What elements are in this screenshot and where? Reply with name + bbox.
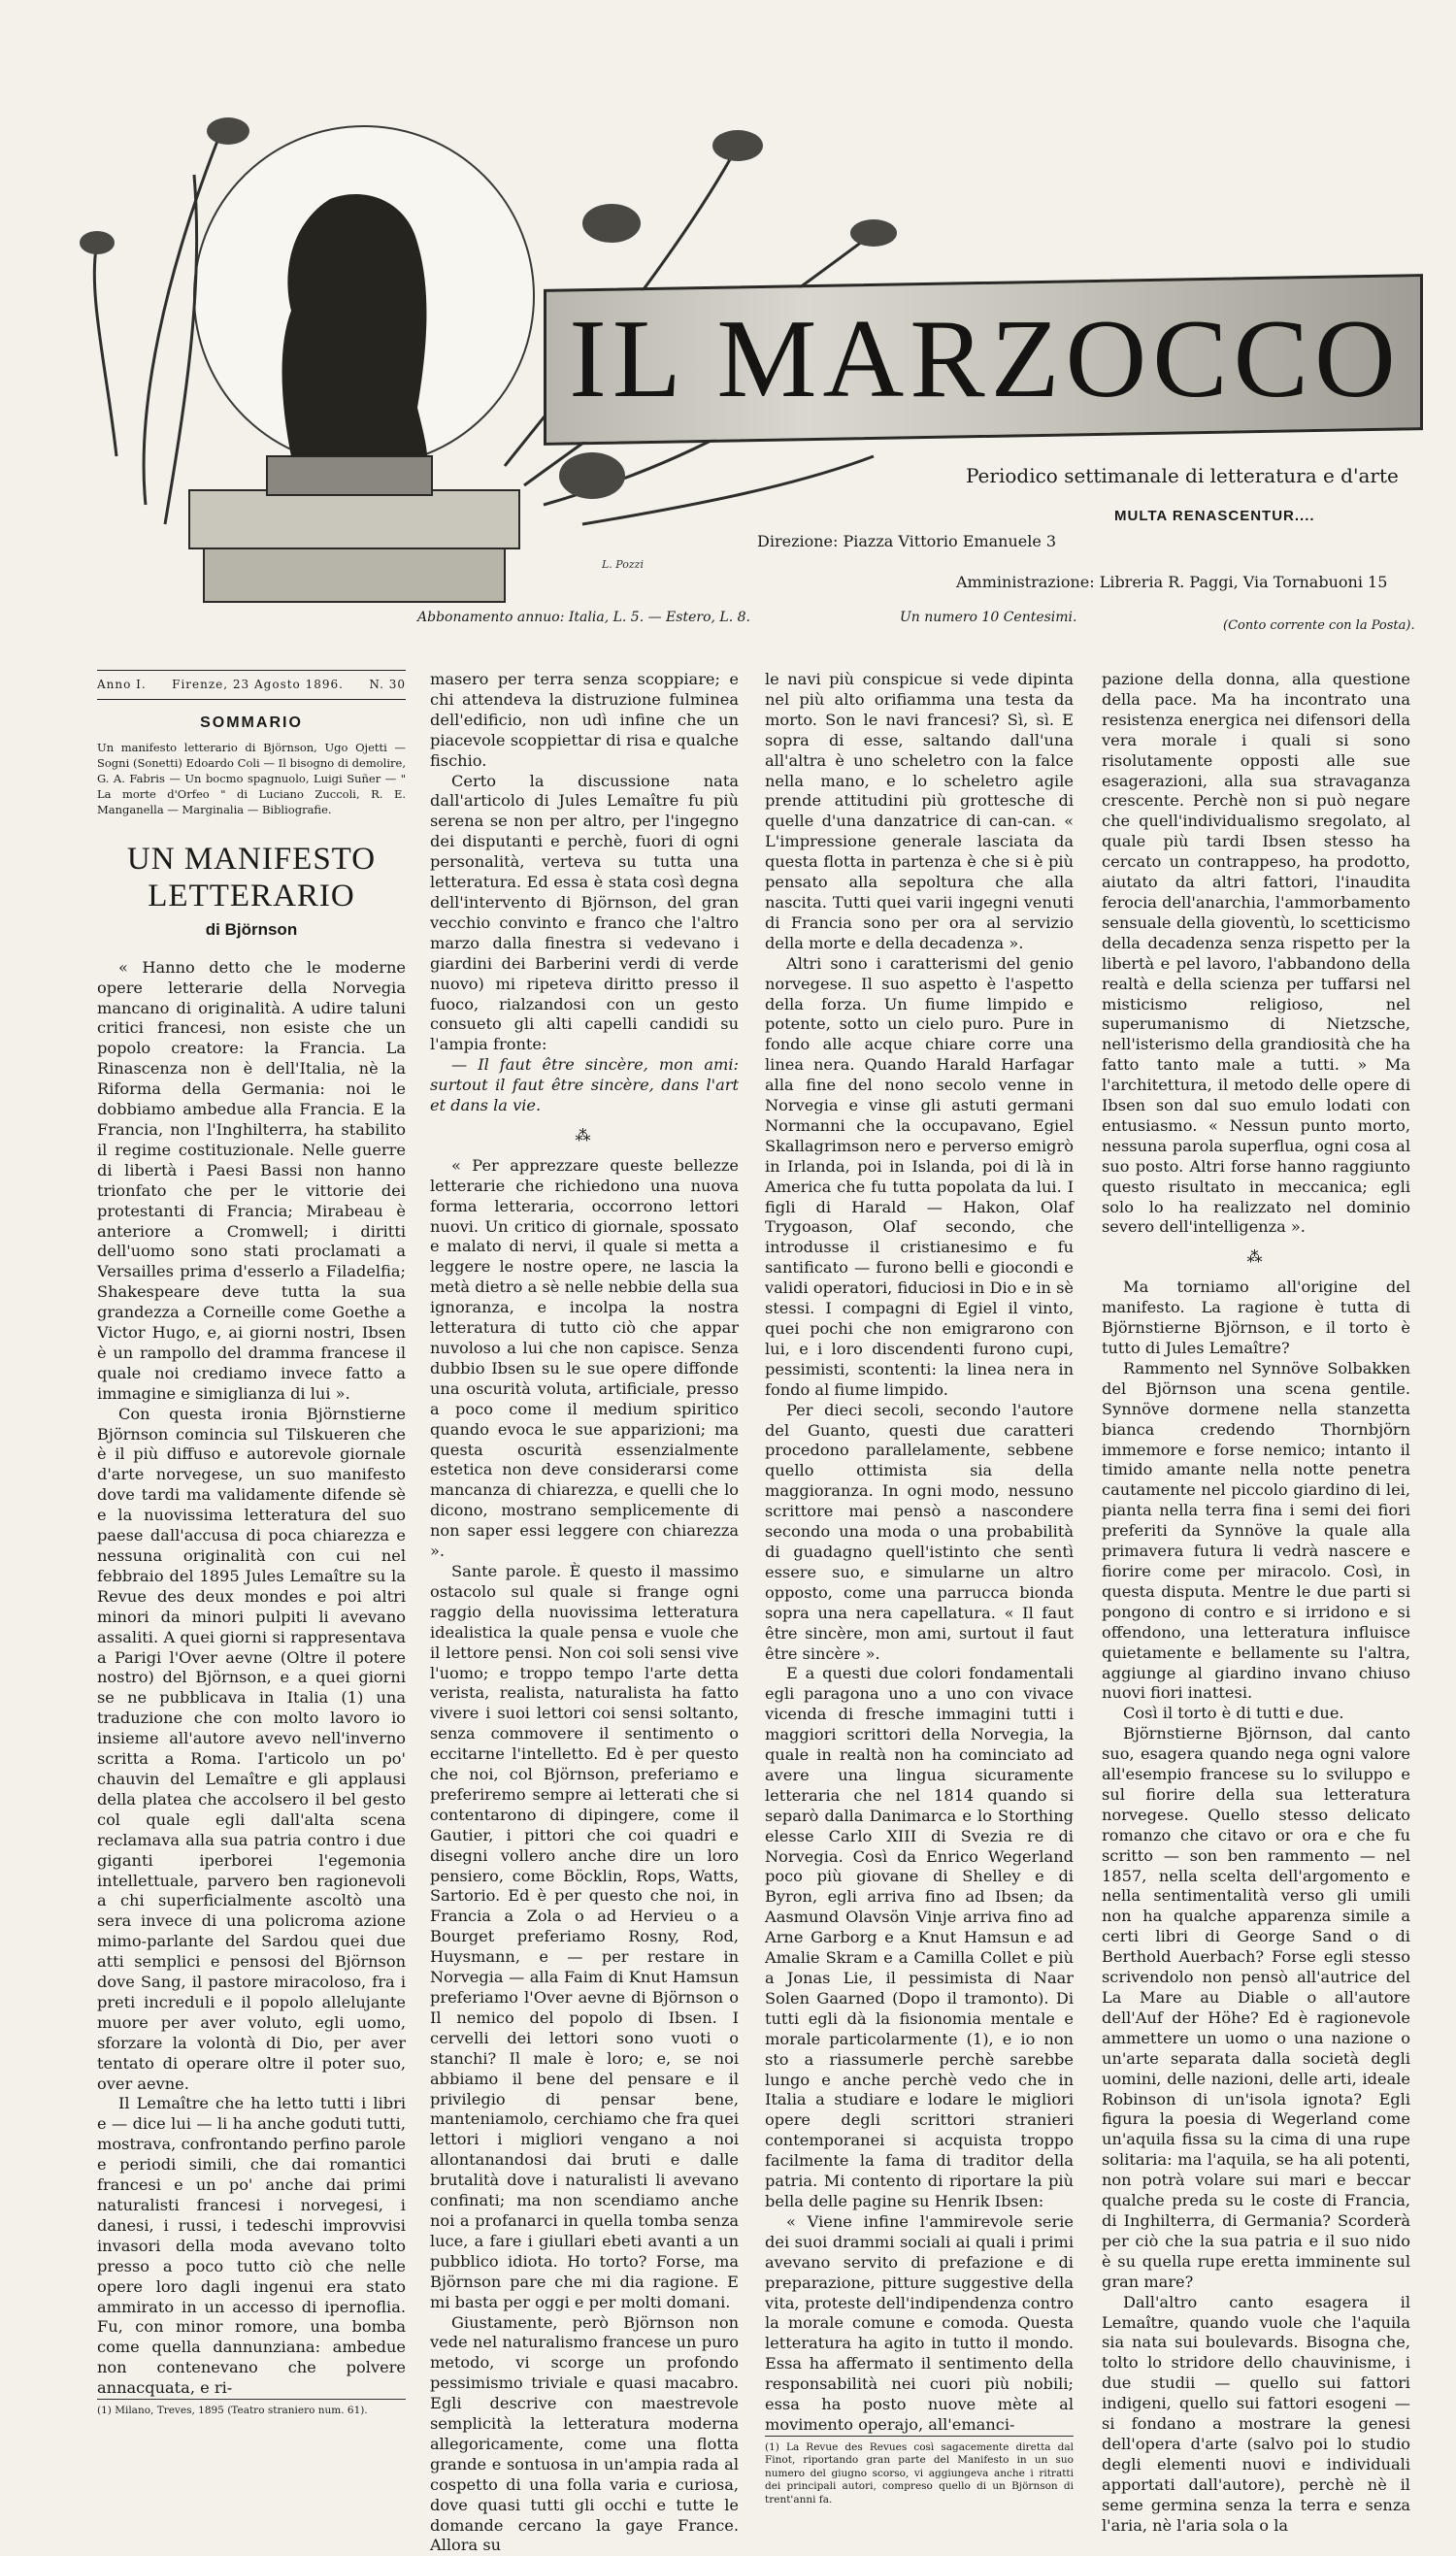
paragraph: Dall'altro canto esagera il Lemaître, quando vuole che l'aquila sia nata sui boulevards. Bisogna che, tolto lo stridore dello chauvinisme, i due studii — quello sui fattori indigeni, quello sui fattori esogeni — si fondano a mostrare la genesi dell'opera d'arte (salvo poi lo studio degli elementi nuovi e individuali apportati dall'autore), perchè nè il seme germina senza la terra e senza l'aria, nè l'aria sola o la: [1102, 2293, 1410, 2537]
paragraph: Rammento nel Synnöve Solbakken del Björnson una scena gentile. Synnöve dormene nella stanzetta bianca credendo Thornbjörn immemore e forse nemico; intanto il timido amante nella notte penetra cautamente nel piccolo giardino di lei, pianta nella terra fina i semi dei fiori preferiti da Synnöve la quale alla primavera futura li vedrà nascere e fiorire come per miracolo. Così, in questa disputa. Mentre le due parti si pongono di contro e si irridono e si offendono, una letteratura influisce quietamente e bellamente su l'altra, aggiunge al giardino invano chiuso nuovi fiori inattesi.: [1102, 1359, 1410, 1704]
paragraph: le navi più conspicue si vede dipinta nel più alto orifiamma una testa da morto. Son le navi francesi? Sì, sì. E sopra di esse, saltando dall'una all'altra è uno scheletro con la falce nella mano, e lo scheletro agile prende attitudini più grottesche di quelle d'una danzatrice di can-can. « L'impressione generale lasciata da questa flotta in partenza è che si è più pensato alla sepoltura che alla nascita. Tutti quei varii ingegni venuti di Francia sono per ora al servizio della morte e della decadenza ».: [765, 670, 1074, 954]
postal-account-note: (Conto corrente con la Posta).: [1223, 618, 1415, 633]
plinth-top: [189, 490, 519, 548]
sommario-text: Un manifesto letterario di Björnson, Ugo Ojetti — Sogni (Sonetti) Edoardo Coli — Il bisogno di demolire, G. A. Fabris — Un bocmo spagnuolo, Luigi Suñer — " La morte d'Orfeo " di Luciano Zuccoli, R. E. Manganella — Marginalia — Bibliografie.: [97, 740, 406, 817]
marzocco-lion-icon: [282, 194, 427, 456]
masthead: [0, 0, 1456, 641]
column-2: [430, 670, 739, 2556]
asterism-divider: ⁂: [430, 1126, 739, 1146]
paragraph: pazione della donna, alla questione della pace. Ma ha incontrato una resistenza energica nei difensori della vera morale i quali si sono risolutamente opposti alle sue esagerazioni, alla sua stravaganza crescente. Perchè non si può negare che quell'individualismo sregolato, al quale più tardi Ibsen stesso ha cercato un contrappeso, ha prodotto, aiutato da altri fattori, l'inaudita ferocia dell'anarchia, l'ammorbamento sensuale della gioventù, lo scetticismo della decadenza senza rispetto per la libertà e pel lavoro, l'abbandono della realtà e della scienza per tuffarsi nel misticismo religioso, nel superumanismo di Nietzsche, nell'isterismo della grandiosità che ha fatto tanto male a tutti. » Ma l'architettura, il metodo delle opere di Ibsen son dal suo emulo lodati con entusiasmo. « Nessun punto morto, nessuna parola superflua, ogni cosa al suo posto. Altri forse hanno raggiunto questo risultato in meccanica; egli solo lo ha realizzato nel dominio severo dell'intelligenza ».: [1102, 670, 1410, 1238]
plinth-base: [204, 548, 505, 602]
issue-price: Un numero 10 Centesimi.: [900, 610, 1077, 625]
column-4: [1102, 670, 1410, 2536]
article-headline: UN MANIFESTO LETTERARIO: [97, 841, 406, 914]
lion-pedestal: [267, 456, 432, 495]
paragraph: Il Lemaître che ha letto tutti i libri e — dice lui — li ha anche goduti tutti, mostrava, confrontando perfino parole e periodi simili, che dai romantici francesi e un po' anche dai primi naturalisti francesi i norvegesi, i danesi, i russi, i tedeschi improvvisi invasori della moda avevano tolto presso a poco tutto ciò che nelle opere loro dagli ingenui era stato ammirato in un accesso di ipernoflia. Fu, con minor romore, una bomba come quella dannunziana: ambedue non contenevano che polvere annacquata, e ri-: [97, 2094, 406, 2399]
paragraph: Altri sono i caratterismi del genio norvegese. Il suo aspetto è l'aspetto della forza. Un fiume limpido e potente, sotto un cielo puro. Pure in fondo alle acque chiare corre una linea nera. Quando Harald Harfagar alla fine del nono secolo venne in Norvegia e vinse gli astuti germani Normanni che la occupavano, Egiel Skallagrimson nero e perverso emigrò in Irlanda, poi in Islanda, poi di là in America che fu tutta popolata da lui. I figli di Harald — Hakon, Olaf Trygoason, Olaf secondo, che introdusse il cristianesimo e fu santificato — furono belli e giocondi e validi operatori, fiduciosi in Dio e in sè stessi. I compagni di Egiel il vinto, quei pochi che non emigrarono con lui, e i loro discendenti furono cupi, pessimisti, scontenti: la linea nera in fondo al fiume limpido.: [765, 954, 1074, 1401]
paragraph: Giustamente, però Björnson non vede nel naturalismo francese un puro metodo, vi scorge un profondo pessimismo triviale e quasi macabro. Egli descrive con maestrevole semplicità la letteratura moderna allegoricamente, come una flotta grande e sontuosa in un'ampia rada al cospetto di una folla varia e curiosa, dove quasi tutti gli occhi e tutte le domande cercano la gaye France. Allora su: [430, 2313, 739, 2556]
article-byline: di Björnson: [97, 920, 406, 941]
paragraph: « Hanno detto che le moderne opere letterarie della Norvegia mancano di originalità. A udire taluni critici francesi, non esiste che un popolo creatore: la Francia. La Rinascenza non è dell'Italia, nè la Riforma della Germania: noi le dobbiamo ambedue alla Francia. E la Francia, non l'Inghilterra, ha stabilito il regime costituzionale. Nelle guerre di libertà i Paesi Bassi non hanno trionfato che per le vittorie dei protestanti di Francia; Mirabeau è anteriore a Cromwell; i diritti dell'uomo sono stati proclamati a Versailles prima d'esserlo a Filadelfia; Shakespeare deve tutta la sua grandezza a Corneille come Goethe a Victor Hugo, e, ai giorni nostri, Ibsen è un rampollo del dramma francese il quale noi crediamo invece fatto a immagine e simiglianza di lui ».: [97, 958, 406, 1405]
paragraph: Ma torniamo all'origine del manifesto. La ragione è tutta di Björnstierne Björnson, e il torto è tutto di Jules Lemaître?: [1102, 1278, 1410, 1359]
paragraph: Certo la discussione nata dall'articolo di Jules Lemaître fu più serena se non per altro, per l'ingegno dei disputanti e perchè, fuori di ogni personalità, verteva su tutta una letteratura. Ed essa è stata così degna dell'intervento di Björnson, del gran vecchio convinto e franco che l'altro marzo dalla finestra si vedevano i giardini dei Barberini verdi di verde nuovo) mi ripeteva diritto presso il fuoco, rialzandosi con un gesto consueto gli alti capelli candidi su l'ampia fronte:: [430, 772, 739, 1056]
column-3: [765, 670, 1074, 2506]
paragraph: « Viene infine l'ammirevole serie dei suoi drammi sociali ai quali i primi avevano servito di prefazione e di preparazione, pitture suggestive della vita, proteste dell'indipendenza contro la morale comune e comoda. Questa letteratura ha agito in tutto il mondo. Essa ha affermato il sentimento della responsabilità nei cuori più nobili; essa ha posto nuove mète al movimento operajo, all'emanci-: [765, 2212, 1074, 2436]
subscription-price: Abbonamento annuo: Italia, L. 5. — Estero, L. 8.: [417, 610, 750, 625]
paragraph: E a questi due colori fondamentali egli paragona uno a uno con vivace vicenda di fresche immagini tutti i maggiori scrittori della Norvegia, la quale in realtà non ha cominciato ad avere una lingua sicuramente letteraria che nel 1814 quando si separò dalla Danimarca e lo Storthing elesse Carlo XIII di Svezia re di Norvegia. Così da Enrico Wegerland poco più giovane di Shelley e di Byron, egli arriva fino ad Ibsen; da Aasmund Olavsön Vinje arriva fino ad Arne Garborg e a Knut Hamsun e ad Amalie Skram e a Camilla Collet e più a Jonas Lie, il pessimista di Naar Solen Gaarned (Dopo il tramonto). Di tutti egli dà la fisionomia mentale e morale particolarmente (1), e io non sto a riassumerle perchè sarebbe lungo e anche perchè vedo che in Italia a studiare e lodare le migliori opere degli scrittori stranieri contemporanei si acquista troppo facilmente la fama di traditor della patria. Mi contento di riportare la più bella delle pagine su Henrik Ibsen:: [765, 1664, 1074, 2211]
direzione-address: Direzione: Piazza Vittorio Emanuele 3: [757, 532, 1056, 550]
paragraph: Sante parole. È questo il massimo ostacolo sul quale si frange ogni raggio della nuovissima letteratura idealistica la quale pensa e vuole che il lettore pensi. Non coi soli sensi vive l'uomo; e troppo tempo l'arte detta verista, realista, naturalista ha fatto vivere i suoi lettori coi sensi soltanto, senza commovere il sentimento o eccitarne l'intelletto. Ed è per questo che noi, col Björnson, preferiamo e preferiremo sempre ai letterati che si contentarono di dipingere, come il Gautier, i pittori che coi quadri e disegni vollero anche dire un loro pensiero, come Böcklin, Rops, Watts, Sartorio. Ed è per questo che noi, in Francia a Zola o ad Hervieu o a Bourget preferiamo Rosny, Rod, Huysmann, e — per restare in Norvegia — alla Faim di Knut Hamsun preferiamo l'Over aevne di Björnson o Il nemico del popolo di Ibsen. I cervelli dei lettori sono vuoti o stanchi? Il male è loro; e, se noi abbiamo il bene del pensare e il privilegio di pensar bene, manteniamolo, cerchiamo che fra quei lettori i migliori vengano a noi allontanandosi dai bruti e dalle brutalità dove i naturalisti li avevano confinati; ma non scendiamo anche noi a profanarci in quella tomba senza luce, a fare i giullari ebeti avanti a un pubblico idiota. Ho torto? Forse, ma Björnson pare che mi dia ragione. E mi basta per oggi e per molti domani.: [430, 1562, 739, 2313]
footnote: (1) Milano, Treves, 1895 (Teatro straniero num. 61).: [97, 2399, 406, 2418]
column-1: [97, 670, 406, 2418]
quotation: — Il faut être sincère, mon ami: surtout il faut être sincère, dans l'art et dans la vie.: [430, 1055, 739, 1116]
dateline-number: N. 30: [369, 675, 406, 695]
asterism-divider: ⁂: [1102, 1247, 1410, 1268]
paragraph: « Per apprezzare queste bellezze letterarie che richiedono una nuova forma letteraria, occorrono lettori nuovi. Un critico di giornale, spossato e malato di nervi, il quale si metta a leggere le nostre opere, ne lascia la metà dietro a sè nelle nebbie della sua ignoranza, e incolpa la nostra letteratura di tutto ciò che appar nuvoloso a lui che non capisce. Senza dubbio Ibsen su le sue opere diffonde una oscurità voluta, artificiale, presso a poco come il medium spiritico quando evoca le sue apparizioni; ma questa oscurità essenzialmente estetica non deve considerarsi come mancanza di chiarezza, e quelli che lo dicono, mostrano semplicemente di non saper essi leggere con chiarezza ».: [430, 1156, 739, 1562]
newspaper-subtitle: Periodico settimanale di letteratura e d'arte: [966, 464, 1399, 487]
dateline-place-date: Firenze, 23 Agosto 1896.: [172, 675, 344, 695]
paragraph: masero per terra senza scoppiare; e chi attendeva la distruzione fulminea dell'edificio, non udì infine che un piacevole scoppiettar di risa e qualche fischio.: [430, 670, 739, 772]
newspaper-title: IL MARZOCCO: [558, 291, 1412, 427]
paragraph: Björnstierne Björnson, dal canto suo, esagera quando nega ogni valore all'esempio francese su lo sviluppo e sul fiorire della sua letteratura norvegese. Quello stesso delicato romanzo che citavo or ora e che fu scritto — son ben rammento — nel 1857, nella scelta dell'argomento e nella sentimentalità verso gli umili non ha qualche apparenza simile a certi libri di George Sand o di Berthold Auerbach? Forse egli stesso scrivendolo non pensò all'autrice del La Mare au Diable o all'autore dell'Auf der Höhe? Ed è ragionevole ammettere un uomo o una nazione o un'arte separata dalla società degli uomini, delle nazioni, delle arti, ideale Robinson di un'isola ignota? Egli figura la poesia di Wegerland come un'aquila fissa su la cima di una rupe solitaria: ma l'aquila, se ha ali potenti, non potrà volare sui mari e beccar qualche preda su le coste di Francia, di Inghilterra, di Germania? Scorderà per ciò che la sua patria e il suo nido è su quella rupe eretta imminente sul gran mare?: [1102, 1724, 1410, 2292]
artist-signature: L. Pozzi: [601, 558, 644, 571]
paragraph: Per dieci secoli, secondo l'autore del Guanto, questi due caratteri procedono parallelamente, sebbene quello ottimista sia della maggioranza. In ogni modo, nessuno scrittore mai pensò a nascondere secondo una moda o una probabilità di guadagno quell'istinto che sentì essere suo, e simularne un altro opposto, come una parrucca bionda sopra una nera capellatura. « Il faut être sincère, mon ami, surtout il faut être sincère ».: [765, 1401, 1074, 1665]
amministrazione-address: Amministrazione: Libreria R. Paggi, Via Tornabuoni 15: [956, 573, 1387, 591]
dateline: [97, 670, 406, 700]
paragraph: Così il torto è di tutti e due.: [1102, 1704, 1410, 1724]
sommario-title: SOMMARIO: [97, 714, 406, 734]
dateline-anno: Anno I.: [97, 675, 147, 695]
footnote: (1) La Revue des Revues così sagacemente diretta dal Finot, riportando gran parte del Manifesto in un suo numero del giugno scorso, vi aggiungeva anche i ritratti dei principali autori, compreso quello di un Björnson di trent'anni fa.: [765, 2436, 1074, 2507]
motto: MULTA RENASCENTUR....: [1114, 508, 1315, 524]
paragraph: Con questa ironia Björnstierne Björnson comincia sul Tilskueren che è il più diffuso e autorevole giornale d'arte norvegese, un suo manifesto dove tardi ma validamente difende sè e la nuovissima letteratura del suo paese dall'accusa di poca chiarezza e nessuna originalità con cui nel febbraio del 1895 Jules Lemaître su la Revue des deux mondes e poi altri minori da minori pulpiti li avevano assaliti. A quei giorni si rappresentava a Parigi l'Over aevne (Oltre il potere nostro) del Björnson, e a quei giorni se ne pubblicava in Italia (1) una traduzione che con molto lavoro io insieme all'autore avevo nell'inverno scritta a Roma. I'articolo un po' chauvin del Lemaître e gli applausi della platea che accolsero il bel gesto col quale egli dall'alta scena reclamava alla sua patria contro i due giganti iperborei l'egemonia intellettuale, parvero ben ragionevoli a chi superficialmente ascoltò una sera invece di una policroma azione mimo-parlante del Sardou quei due atti semplici e pensosi del Björnson dove Sang, il pastore miracoloso, fra i preti increduli e il popolo allelujante muore per aver voluto, egli uomo, sforzare la volontà di Dio, per aver tentato di operare oltre il poter suo, over aevne.: [97, 1405, 406, 2095]
